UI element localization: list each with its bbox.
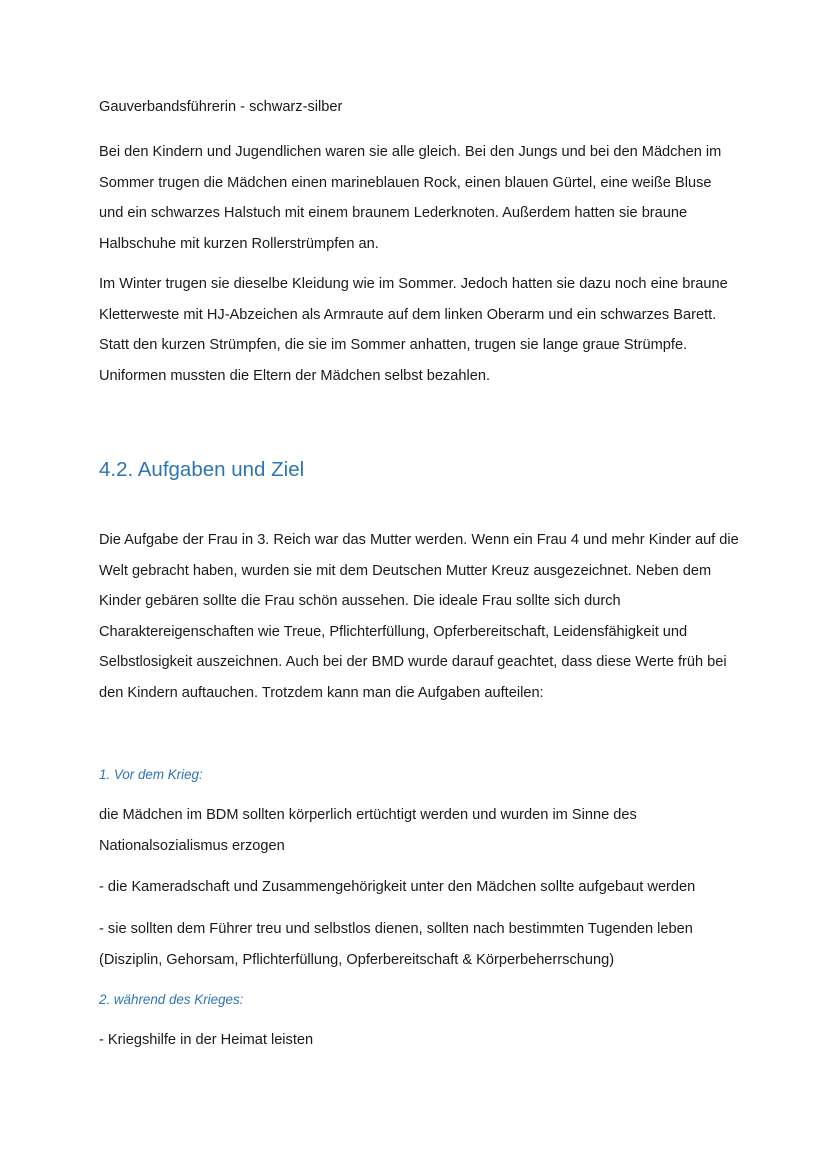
paragraph-gauverband: Gauverbandsführerin - schwarz-silber (99, 99, 343, 115)
paragraph-uniform-winter: Im Winter trugen sie dieselbe Kleidung wie im Sommer. Jedoch hatten sie dazu noch eine braune Kletterweste mit HJ-Abzeichen als Armraute auf dem linken Oberarm und ein schwarzes Barett. Statt den kurzen Strümpfen, die sie im Sommer anhatten, trugen sie lange graue Strümpfe. Uniformen mussten die Eltern der Mädchen selbst bezahlen. (99, 276, 728, 384)
section-heading: 4.2. Aufgaben und Ziel (99, 458, 305, 481)
list-item: - Kriegshilfe in der Heimat leisten (99, 1032, 314, 1048)
paragraph-uniform-summer: Bei den Kindern und Jugendlichen waren sie alle gleich. Bei den Jungs und bei den Mädchen im Sommer trugen die Mädchen einen marineblauen Rock, einen blauen Gürtel, eine weiße Bluse und ein schwarzes Halstuch mit einem braunem Lederknoten. Außerdem hatten sie braune Halbschuhe mit kurzen Rollerstrümpfen an. (99, 144, 722, 252)
subheading-during-war: 2. während des Krieges: (99, 992, 244, 1007)
list-item: die Mädchen im BDM sollten körperlich ertüchtigt werden und wurden im Sinne des Nationalsozialismus erzogen (99, 807, 637, 854)
list-item: - die Kameradschaft und Zusammengehörigkeit unter den Mädchen sollte aufgebaut werden (99, 879, 696, 895)
subheading-before-war: 1. Vor dem Krieg: (99, 767, 203, 782)
list-item: - sie sollten dem Führer treu und selbstlos dienen, sollten nach bestimmten Tugenden leben (Disziplin, Gehorsam, Pflichterfüllung, Opferbereitschaft & Körperbeherrschung) (99, 921, 693, 968)
paragraph-tasks-intro: Die Aufgabe der Frau in 3. Reich war das Mutter werden. Wenn ein Frau 4 und mehr Kinder auf die Welt gebracht haben, wurden sie mit dem Deutschen Mutter Kreuz ausgezeichnet. Neben dem Kinder gebären sollte die Frau schön aussehen. Die ideale Frau sollte sich durch Charaktereigenschaften wie Treue, Pflichterfüllung, Opferbereitschaft, Leidensfähigkeit und Selbstlosigkeit auszeichnen. Auch bei der BMD wurde darauf geachtet, dass diese Werte früh bei den Kindern auftauchen. Trotzdem kann man die Aufgaben aufteilen: (99, 532, 739, 701)
